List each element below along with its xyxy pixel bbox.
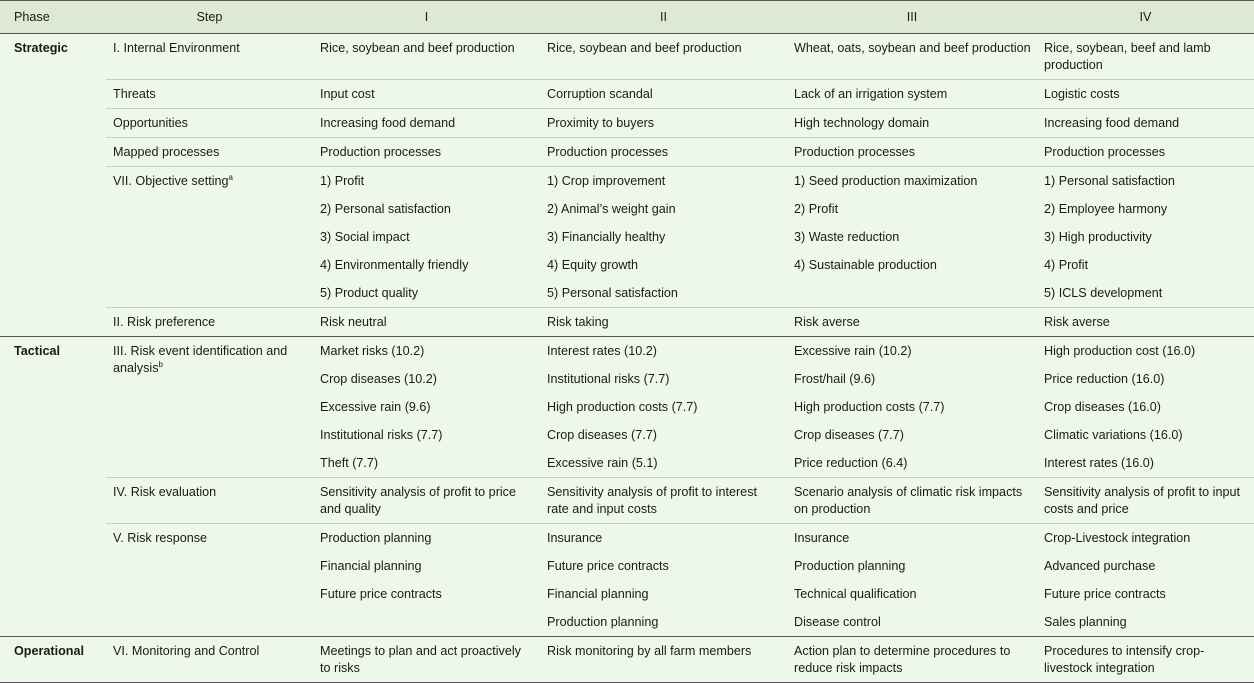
step-label: VI. Monitoring and Control [113,644,260,658]
farm-iv-cell: Interest rates (16.0) [1044,456,1154,470]
farm-iv-cell: Price reduction (16.0) [1044,372,1165,386]
farm-iv-cell: 5) ICLS development [1044,286,1163,300]
farm-iv-cell: Rice, soybean, beef and lamb production [1037,34,1254,80]
farm-i-cell: Market risks (10.2) [313,337,540,366]
farm-i-cell: Input cost [313,80,540,109]
farm-iv-cell: Climatic variations (16.0) [1044,428,1183,442]
phase-cell: Strategic [0,34,106,337]
step-label: VII. Objective setting [113,174,229,188]
farm-iii-cell: Excessive rain (10.2) [787,337,1037,366]
farm-i-cell: Excessive rain (9.6) [320,400,431,414]
farm-ii-cell: Crop diseases (7.7) [547,428,657,442]
farm-i-cell: Production processes [313,138,540,167]
farm-iii-cell: 4) Sustainable production [794,258,937,272]
step-label: Opportunities [113,116,188,130]
farm-iv-cell: 1) Personal satisfaction [1037,167,1254,196]
farm-ii-cell: Production processes [540,138,787,167]
farm-iv-cell: Advanced purchase [1044,559,1156,573]
phase-cell: Operational [0,637,106,683]
farm-iii-cell: Frost/hail (9.6) [794,372,876,386]
farm-i-cell: Sensitivity analysis of profit to price and quality [313,478,540,524]
header-step: Step [106,1,313,34]
farm-iv-cell: Sales planning [1044,615,1127,629]
farm-iii-cell: Technical qualification [794,587,917,601]
step-cell [106,308,313,337]
farm-iii-cell: Scenario analysis of climatic risk impacts on production [787,478,1037,524]
farm-iii-cell: 3) Waste reduction [794,230,900,244]
step-cell [106,524,313,637]
farm-ii-cell: Corruption scandal [540,80,787,109]
farm-i-cell: 3) Social impact [320,230,410,244]
farm-iv-cell: Production processes [1037,138,1254,167]
farm-iii-cell: 1) Seed production maximization [787,167,1037,196]
farm-iv-cell: Logistic costs [1037,80,1254,109]
farm-iii-cell: Lack of an irrigation system [787,80,1037,109]
step-cell [106,167,313,308]
farm-ii-cell: 5) Personal satisfaction [547,286,678,300]
farm-ii-cell: Sensitivity analysis of profit to interest rate and input costs [540,478,787,524]
table-row [0,80,1254,109]
farm-i-cell: Meetings to plan and act proactively to risks [313,637,540,683]
farm-iii-cell: Risk averse [787,308,1037,337]
step-label: Threats [113,87,156,101]
table-row [0,34,1254,80]
farm-i-cell: Risk neutral [313,308,540,337]
farm-iv-cell: Risk averse [1037,308,1254,337]
farm-i-cell: Financial planning [320,559,422,573]
header-phase: Phase [0,1,106,34]
table-row [0,478,1254,524]
farm-ii-cell: 1) Crop improvement [540,167,787,196]
header-row [0,1,1254,34]
farm-i-cell: Future price contracts [320,587,442,601]
farm-iv-cell: Increasing food demand [1037,109,1254,138]
farm-iv-cell: 4) Profit [1044,258,1089,272]
footnote-marker: a [228,172,233,182]
farm-iv-cell: Crop-Livestock integration [1037,524,1254,553]
step-label: II. Risk preference [113,315,216,329]
farm-ii-cell: Interest rates (10.2) [540,337,787,366]
farm-ii-cell: Financial planning [547,587,649,601]
farm-ii-cell: 3) Financially healthy [547,230,666,244]
farm-iii-cell: Insurance [787,524,1037,553]
farm-ii-cell: Excessive rain (5.1) [547,456,658,470]
step-cell [106,138,313,167]
farm-ii-cell: Risk monitoring by all farm members [540,637,787,683]
farm-iii-cell: Disease control [794,615,881,629]
farm-iii-cell [787,279,1037,308]
farm-i-cell: Theft (7.7) [320,456,379,470]
farm-iii-cell: Crop diseases (7.7) [794,428,904,442]
phase-cell: Tactical [0,337,106,637]
farm-ii-cell: Proximity to buyers [540,109,787,138]
header-farm-ii: II [540,1,787,34]
farm-i-cell: Institutional risks (7.7) [320,428,443,442]
farm-i-cell: 1) Profit [313,167,540,196]
farm-ii-cell: Rice, soybean and beef production [540,34,787,80]
step-cell [106,337,313,478]
farm-i-cell: 2) Personal satisfaction [320,202,451,216]
step-cell [106,80,313,109]
table-row [0,308,1254,337]
farm-i-cell: Increasing food demand [313,109,540,138]
farm-ii-cell: Institutional risks (7.7) [547,372,670,386]
farm-i-cell: 5) Product quality [320,286,419,300]
step-label: IV. Risk evaluation [113,485,217,499]
farm-ii-cell: 4) Equity growth [547,258,638,272]
step-label: I. Internal Environment [113,41,240,55]
farm-iii-cell: Wheat, oats, soybean and beef production [787,34,1037,80]
step-cell [106,478,313,524]
farm-iv-cell: 2) Employee harmony [1044,202,1168,216]
farm-ii-cell: High production costs (7.7) [547,400,698,414]
farm-ii-cell: Risk taking [540,308,787,337]
table-row [0,524,1254,553]
farm-iii-cell: Production processes [787,138,1037,167]
farm-i-cell: Rice, soybean and beef production [313,34,540,80]
farm-ii-cell: Insurance [540,524,787,553]
farm-i-cell: 4) Environmentally friendly [320,258,469,272]
farm-iii-cell: High technology domain [787,109,1037,138]
farm-i-cell [313,608,540,637]
farm-ii-cell: Production planning [547,615,659,629]
farm-iii-cell: Production planning [794,559,906,573]
farm-iii-cell: High production costs (7.7) [794,400,945,414]
farm-iii-cell: Price reduction (6.4) [794,456,908,470]
farm-ii-cell: 2) Animal’s weight gain [547,202,676,216]
farm-iv-cell: Procedures to intensify crop-livestock integration [1037,637,1254,683]
farm-iv-cell: Sensitivity analysis of profit to input costs and price [1037,478,1254,524]
table-row [0,138,1254,167]
header-farm-iii: III [787,1,1037,34]
step-label: Mapped processes [113,145,220,159]
farm-iii-cell: 2) Profit [794,202,839,216]
step-label: V. Risk response [113,531,208,545]
farm-ii-cell: Future price contracts [547,559,669,573]
step-cell [106,109,313,138]
farm-iv-cell: Crop diseases (16.0) [1044,400,1161,414]
footnote-marker: b [158,359,163,369]
table-row [0,109,1254,138]
farm-iv-cell: 3) High productivity [1044,230,1152,244]
table-row [0,167,1254,196]
step-label: III. Risk event identification and analysis [113,344,288,375]
farm-i-cell: Crop diseases (10.2) [320,372,437,386]
table-body [0,34,1254,683]
header-farm-i: I [313,1,540,34]
header-farm-iv: IV [1037,1,1254,34]
farm-iv-cell: Future price contracts [1044,587,1166,601]
farm-iii-cell: Action plan to determine procedures to reduce risk impacts [787,637,1037,683]
farm-i-cell: Production planning [313,524,540,553]
farm-iv-cell: High production cost (16.0) [1037,337,1254,366]
table-row [0,337,1254,366]
step-cell [106,34,313,80]
